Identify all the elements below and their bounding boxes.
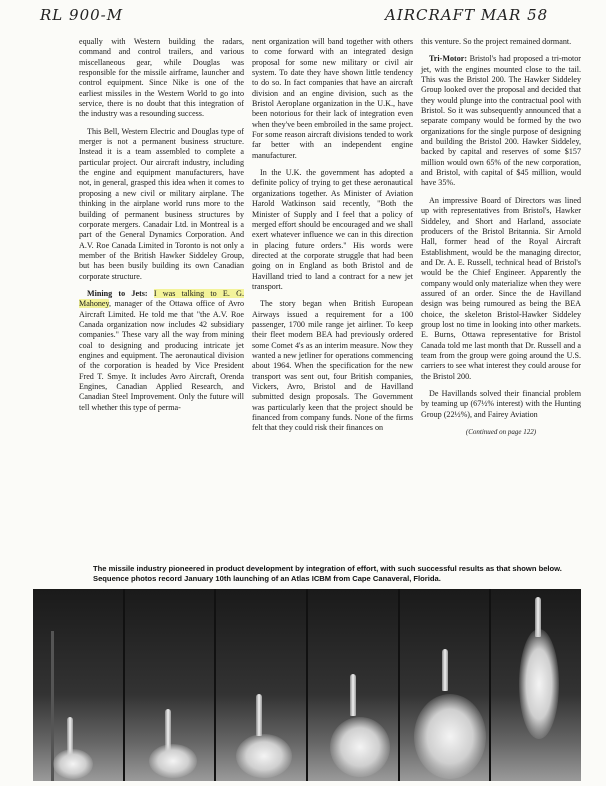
exhaust-plume — [414, 694, 486, 779]
exhaust-plume — [149, 744, 197, 778]
rocket-icon — [350, 674, 356, 716]
paragraph-text: Bristol's had proposed a tri-motor jet, with the engines mounted close to the tail. This was the Bristol 200. The Hawker Siddeley Group looked over the proposal and decided that they would plunge into the contractual pool with Bristol. So it was subsequently announced that a separate company would be formed by the two organizations for the single purpose of designing and building the Bristol 200. Hawker Siddeley, backed by capital and reserves of some $157 million would own 65% of the new corporation, and Bristol, with capital of $45 million, would have 35%. — [421, 54, 581, 188]
exhaust-plume — [236, 734, 292, 778]
launch-frame-3 — [216, 589, 306, 781]
launch-frame-5 — [400, 589, 490, 781]
rocket-icon — [256, 694, 262, 736]
paragraph: An impressive Board of Directors was lined up with representatives from Bristol's, Hawker Siddeley, and Short and Harland, associate producers of the Bristol Britannia. Sir Arnold Hall, former head of the Royal Aircraft Establishment, would be the managing director, and Dr. A. E. Russell, technical head of Bristol's would be the Chief Engineer. Apparently the company would only materialize when they were assured of an order. Since the de Havilland design was being rumoured as being the BEA choice, the skeleton Bristol-Hawker Siddeley group lost no time in looking into other markets. E. Burns, Ottawa representative for Bristol Canada told me last month that Dr. Russell and a team from the group were going around the U.S. carriers to see what interest they could arouse for the Bristol 200. — [421, 195, 581, 381]
launch-frame-2 — [125, 589, 215, 781]
launch-frame-1 — [33, 589, 123, 781]
subhead: Mining to Jets: — [87, 288, 148, 298]
paragraph — [421, 54, 581, 188]
paragraph: De Havillands solved their financial problem by teaming up (67½% interest) with the Hunting Group (22½%), and Fairey Aviation — [421, 389, 581, 419]
paragraph: this venture. So the project remained dormant. — [421, 37, 572, 46]
paragraph-text: , manager of the Ottawa office of Avro Aircraft Limited. He told me that "the A.V. Roe Canada organization now includes 42 subsidiary companies." These vary all the way from mining coal to designing and producing intricate jet engines and equipment. The aeronautical division of the corporation is headed by Vice President Fred T. Smye. It includes Avro Aircraft, Orenda Engines, Canadian Applied Research, and Canadian Steel Improvement. Only the future will tell whether this type of perma- — [79, 299, 244, 412]
subhead: Tri-Motor: — [429, 54, 468, 64]
article-column-1 — [79, 37, 244, 420]
paragraph: equally with Western building the radars, command and control trailers, and various miscellaneous gear, while Douglas was responsible for the missile airframe, launcher and control equipment. Since Nike is one of the earliest missiles in the Western World to go into service, there is no doubt that this integration of the industry was a resounding success. — [79, 37, 244, 119]
article-column-2 — [252, 37, 413, 441]
exhaust-plume — [519, 629, 559, 739]
paragraph: This Bell, Western Electric and Douglas type of merger is not a permanent business structure. Instead it is a team assembled to complete a particular project. Our aircraft industry, including the engine and equipment manufacturers, have not, in general, grasped this idea when it comes to proposing a new civil or military airplane. The thinking in the airplane world runs more to the building of permanent business structures by corporate mergers. Canadair Ltd. in Montreal is a part of the General Dynamics Corporation. And A.V. Roe Canada Limited in Toronto is not only a member of the British Hawker Siddeley Group, but has been busily building its own Canadian corporate structure. — [79, 126, 244, 281]
rocket-icon — [442, 649, 448, 691]
handwritten-source: AIRCRAFT MAR 58 — [385, 6, 549, 24]
exhaust-plume — [53, 749, 93, 779]
launch-photo-strip — [33, 589, 581, 781]
paragraph: The story began when British European Airways issued a requirement for a 100 passenger, 1700 mile range jet airliner. To keep their fleet modern BEA had previously ordered some Comet 4's as an interim measure. Now they wanted a new jetliner for operations commencing about 1964. When the specification for the new transport was sent out, four British companies, Vickers, Avro, Bristol and de Havilland submitted design proposals. The Government was particularly keen that the project should be financed from company funds. None of the firms felt that they could risk their finances on — [252, 299, 413, 433]
paragraph: nent organization will band together with others to come forward with an integrated design proposal for some new military or civil air system. To date they have shown little tendency to do so. In fact companies that have an aircraft division and an engine division, such as the Bristol Aeroplane organization in the U.K., have been notorious for their lack of integration even when they've been embroiled in the same project. For some reason aircraft divisions tended to work far better with an independent engine manufacturer. — [252, 37, 413, 160]
launch-frame-6 — [491, 589, 581, 781]
continued-note: (Continued on page 122) — [465, 428, 537, 437]
photo-caption: The missile industry pioneered in product development by integration of effort, with such successful results as that shown below. Sequence photos record January 10th launching of an Atlas ICBM from Cape Canaveral, Florida. — [93, 564, 562, 583]
exhaust-plume — [330, 717, 390, 777]
article-column-3 — [421, 37, 581, 437]
paragraph — [79, 289, 244, 413]
launch-frame-4 — [308, 589, 398, 781]
paragraph: In the U.K. the government has adopted a definite policy of trying to get these aeronautical organizations together. As Minister of Aviation Harold Watkinson said recently, "Both the Minister of Supply and I feel that a policy of merged effort should be encouraged and we shall exert whatever influence we can in this direction in placing future orders." His words were directed at the corporate struggle that had been going on in England as both Bristol and de Havilland tried to land a contract for a new jet transport. — [252, 168, 413, 291]
highlighted-text: I was talking to E. G. Mahoney — [79, 288, 244, 309]
handwritten-reference: RL 900-M — [40, 6, 124, 24]
